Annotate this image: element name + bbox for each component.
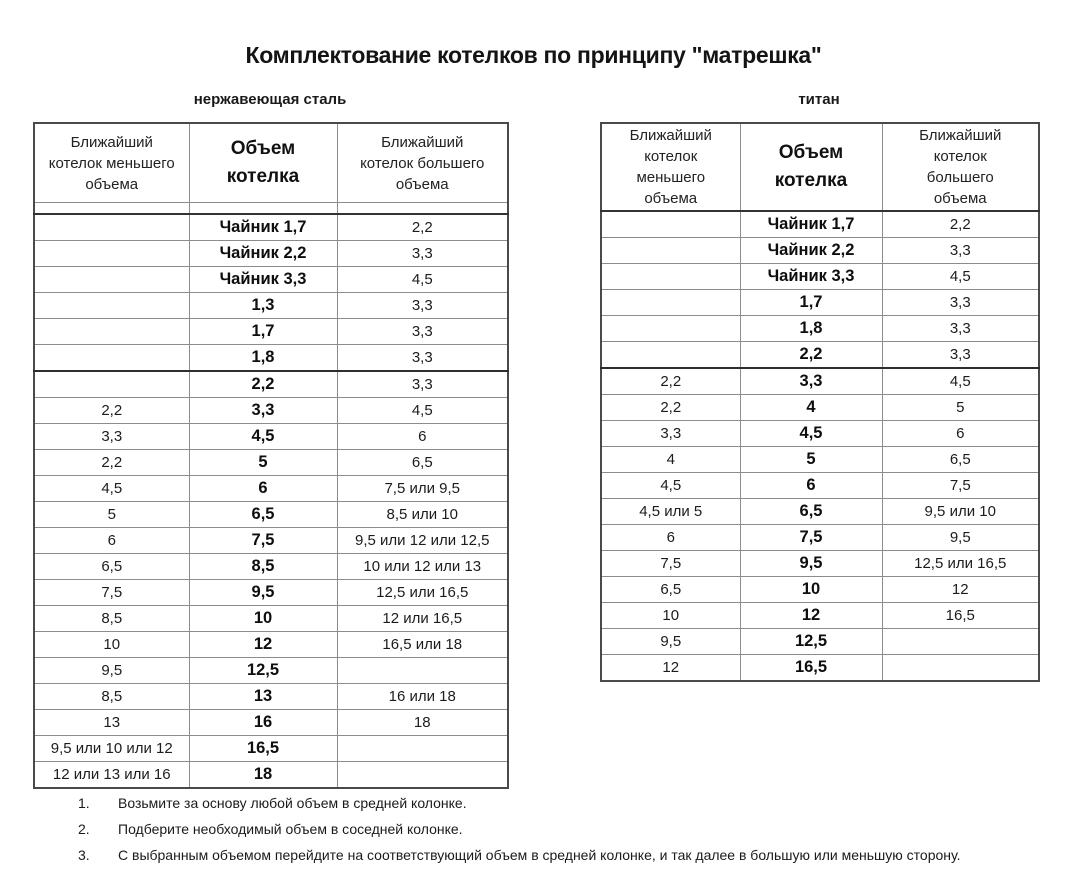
smaller-volume-cell <box>601 290 740 316</box>
stainless-steel-caption: нержавеющая сталь <box>193 91 347 108</box>
pot-volume-cell: 6 <box>740 473 882 499</box>
table-row <box>601 368 1039 395</box>
larger-volume-cell: 3,3 <box>337 319 508 345</box>
pot-volume-cell: 10 <box>189 606 337 632</box>
smaller-volume-cell: 8,5 <box>34 606 189 632</box>
smaller-volume-cell: 3,3 <box>601 421 740 447</box>
table-row <box>601 395 1039 421</box>
larger-volume-cell: 3,3 <box>882 238 1039 264</box>
header-smaller-volume: Ближайший котелок меньшего объема <box>601 123 740 211</box>
pot-volume-cell: Чайник 1,7 <box>189 214 337 241</box>
pot-volume-cell: 1,8 <box>740 316 882 342</box>
header-row <box>601 123 1039 211</box>
smaller-volume-cell <box>34 214 189 241</box>
table-row <box>34 241 508 267</box>
larger-volume-cell <box>337 736 508 762</box>
header-spacer-row <box>34 203 508 215</box>
instructions-list <box>78 796 1053 874</box>
pot-volume-cell: 7,5 <box>189 528 337 554</box>
larger-volume-cell: 2,2 <box>882 211 1039 238</box>
smaller-volume-cell: 3,3 <box>34 424 189 450</box>
larger-volume-cell: 3,3 <box>882 290 1039 316</box>
larger-volume-cell: 3,3 <box>337 241 508 267</box>
instruction-number: 2. <box>78 821 90 837</box>
smaller-volume-cell: 7,5 <box>601 551 740 577</box>
pot-volume-cell: 16,5 <box>189 736 337 762</box>
pot-volume-cell: 1,7 <box>740 290 882 316</box>
pot-volume-cell: 8,5 <box>189 554 337 580</box>
pot-volume-cell: 1,8 <box>189 345 337 372</box>
larger-volume-cell: 3,3 <box>337 371 508 398</box>
pot-volume-cell: 1,3 <box>189 293 337 319</box>
larger-volume-cell: 6 <box>337 424 508 450</box>
smaller-volume-cell: 9,5 <box>34 658 189 684</box>
table-row <box>34 710 508 736</box>
smaller-volume-cell <box>34 371 189 398</box>
smaller-volume-cell: 9,5 или 10 или 12 <box>34 736 189 762</box>
table-row <box>34 476 508 502</box>
pot-volume-cell: 4,5 <box>740 421 882 447</box>
table-row <box>34 450 508 476</box>
smaller-volume-cell: 5 <box>34 502 189 528</box>
larger-volume-cell: 12 или 16,5 <box>337 606 508 632</box>
table-row <box>34 502 508 528</box>
smaller-volume-cell: 13 <box>34 710 189 736</box>
instruction-text: Подберите необходимый объем в соседней колонке. <box>118 821 463 837</box>
table-row <box>601 499 1039 525</box>
pot-volume-cell: 6,5 <box>189 502 337 528</box>
smaller-volume-cell: 2,2 <box>601 368 740 395</box>
instruction-item <box>78 822 1053 837</box>
larger-volume-cell: 7,5 или 9,5 <box>337 476 508 502</box>
instruction-number: 3. <box>78 847 90 863</box>
pot-volume-cell: 6,5 <box>740 499 882 525</box>
pot-volume-cell: 12,5 <box>189 658 337 684</box>
pot-volume-cell: 4 <box>740 395 882 421</box>
pot-volume-cell: 1,7 <box>189 319 337 345</box>
smaller-volume-cell: 6,5 <box>34 554 189 580</box>
smaller-volume-cell <box>34 319 189 345</box>
instruction-text: С выбранным объемом перейдите на соответствующий объем в средней колонке, и так далее в большую или меньшую сторону. <box>118 847 961 863</box>
table-row <box>601 629 1039 655</box>
larger-volume-cell: 12,5 или 16,5 <box>337 580 508 606</box>
pot-volume-cell: 9,5 <box>740 551 882 577</box>
pot-volume-cell: 10 <box>740 577 882 603</box>
pot-volume-cell: 12,5 <box>740 629 882 655</box>
instruction-item <box>78 796 1053 811</box>
larger-volume-cell: 7,5 <box>882 473 1039 499</box>
table-row <box>34 762 508 789</box>
table-row <box>601 603 1039 629</box>
pot-volume-cell: Чайник 2,2 <box>189 241 337 267</box>
larger-volume-cell: 9,5 или 12 или 12,5 <box>337 528 508 554</box>
table-row <box>34 267 508 293</box>
smaller-volume-cell: 6,5 <box>601 577 740 603</box>
table-row <box>34 658 508 684</box>
table-row <box>601 342 1039 369</box>
larger-volume-cell: 6,5 <box>882 447 1039 473</box>
smaller-volume-cell: 4 <box>601 447 740 473</box>
table-row <box>601 473 1039 499</box>
pot-volume-cell: 4,5 <box>189 424 337 450</box>
pot-volume-cell: 9,5 <box>189 580 337 606</box>
larger-volume-cell <box>882 655 1039 682</box>
smaller-volume-cell: 9,5 <box>601 629 740 655</box>
titanium-table <box>600 122 1040 682</box>
smaller-volume-cell: 4,5 или 5 <box>601 499 740 525</box>
table-row <box>601 421 1039 447</box>
table-row <box>601 655 1039 682</box>
pot-volume-cell: Чайник 3,3 <box>740 264 882 290</box>
table-row <box>601 264 1039 290</box>
larger-volume-cell: 12,5 или 16,5 <box>882 551 1039 577</box>
table-row <box>34 345 508 372</box>
header-larger-volume: Ближайший котелок большего объема <box>882 123 1039 211</box>
smaller-volume-cell <box>34 267 189 293</box>
smaller-volume-cell: 12 или 13 или 16 <box>34 762 189 789</box>
larger-volume-cell: 9,5 <box>882 525 1039 551</box>
smaller-volume-cell <box>601 342 740 369</box>
larger-volume-cell: 16,5 или 18 <box>337 632 508 658</box>
table-row <box>34 398 508 424</box>
pot-volume-cell: Чайник 1,7 <box>740 211 882 238</box>
pot-volume-cell: 2,2 <box>189 371 337 398</box>
larger-volume-cell <box>882 629 1039 655</box>
smaller-volume-cell: 6 <box>34 528 189 554</box>
larger-volume-cell: 4,5 <box>337 398 508 424</box>
table-row <box>601 238 1039 264</box>
larger-volume-cell: 9,5 или 10 <box>882 499 1039 525</box>
pot-volume-cell: Чайник 3,3 <box>189 267 337 293</box>
larger-volume-cell: 3,3 <box>337 345 508 372</box>
smaller-volume-cell <box>601 211 740 238</box>
instruction-text: Возьмите за основу любой объем в средней колонке. <box>118 795 467 811</box>
table-row <box>34 528 508 554</box>
pot-volume-cell: 16 <box>189 710 337 736</box>
table-row <box>34 554 508 580</box>
larger-volume-cell: 4,5 <box>882 368 1039 395</box>
pot-volume-cell: 13 <box>189 684 337 710</box>
table-row <box>34 319 508 345</box>
smaller-volume-cell <box>34 293 189 319</box>
larger-volume-cell <box>337 762 508 789</box>
table-row <box>34 214 508 241</box>
table-row <box>601 211 1039 238</box>
larger-volume-cell: 3,3 <box>337 293 508 319</box>
table-row <box>601 577 1039 603</box>
header-pot-volume: Объем котелка <box>740 123 882 211</box>
smaller-volume-cell: 10 <box>34 632 189 658</box>
smaller-volume-cell: 4,5 <box>601 473 740 499</box>
table-row <box>34 736 508 762</box>
stainless-steel-table <box>33 122 509 789</box>
larger-volume-cell <box>337 658 508 684</box>
smaller-volume-cell: 2,2 <box>601 395 740 421</box>
table-row <box>601 551 1039 577</box>
table-row <box>601 290 1039 316</box>
pot-volume-cell: 18 <box>189 762 337 789</box>
instruction-item <box>78 848 1053 863</box>
smaller-volume-cell: 8,5 <box>34 684 189 710</box>
smaller-volume-cell: 10 <box>601 603 740 629</box>
pot-volume-cell: 3,3 <box>740 368 882 395</box>
table-row <box>601 525 1039 551</box>
larger-volume-cell: 4,5 <box>337 267 508 293</box>
table-row <box>34 424 508 450</box>
pot-volume-cell: Чайник 2,2 <box>740 238 882 264</box>
pot-volume-cell: 6 <box>189 476 337 502</box>
larger-volume-cell: 3,3 <box>882 316 1039 342</box>
larger-volume-cell: 16,5 <box>882 603 1039 629</box>
larger-volume-cell: 18 <box>337 710 508 736</box>
larger-volume-cell: 8,5 или 10 <box>337 502 508 528</box>
pot-volume-cell: 3,3 <box>189 398 337 424</box>
table-row <box>34 371 508 398</box>
smaller-volume-cell: 2,2 <box>34 450 189 476</box>
table-row <box>34 684 508 710</box>
larger-volume-cell: 12 <box>882 577 1039 603</box>
table-row <box>601 316 1039 342</box>
larger-volume-cell: 10 или 12 или 13 <box>337 554 508 580</box>
pot-volume-cell: 12 <box>189 632 337 658</box>
table-row <box>34 606 508 632</box>
pot-volume-cell: 12 <box>740 603 882 629</box>
larger-volume-cell: 3,3 <box>882 342 1039 369</box>
smaller-volume-cell: 2,2 <box>34 398 189 424</box>
pot-volume-cell: 7,5 <box>740 525 882 551</box>
header-larger-volume: Ближайший котелок большего объема <box>337 123 508 203</box>
header-pot-volume: Объем котелка <box>189 123 337 203</box>
smaller-volume-cell: 4,5 <box>34 476 189 502</box>
smaller-volume-cell: 7,5 <box>34 580 189 606</box>
pot-volume-cell: 16,5 <box>740 655 882 682</box>
smaller-volume-cell <box>601 316 740 342</box>
smaller-volume-cell <box>34 241 189 267</box>
table-row <box>34 632 508 658</box>
larger-volume-cell: 5 <box>882 395 1039 421</box>
larger-volume-cell: 2,2 <box>337 214 508 241</box>
smaller-volume-cell <box>34 345 189 372</box>
smaller-volume-cell: 12 <box>601 655 740 682</box>
pot-volume-cell: 5 <box>740 447 882 473</box>
pot-volume-cell: 5 <box>189 450 337 476</box>
larger-volume-cell: 16 или 18 <box>337 684 508 710</box>
page-title: Комплектование котелков по принципу "матрешка" <box>245 42 822 68</box>
smaller-volume-cell <box>601 264 740 290</box>
pot-volume-cell: 2,2 <box>740 342 882 369</box>
smaller-volume-cell: 6 <box>601 525 740 551</box>
smaller-volume-cell <box>601 238 740 264</box>
larger-volume-cell: 6,5 <box>337 450 508 476</box>
table-row <box>601 447 1039 473</box>
instruction-number: 1. <box>78 795 90 811</box>
table-row <box>34 293 508 319</box>
titanium-caption: титан <box>798 91 840 108</box>
header-smaller-volume: Ближайший котелок меньшего объема <box>34 123 189 203</box>
table-row <box>34 580 508 606</box>
larger-volume-cell: 4,5 <box>882 264 1039 290</box>
larger-volume-cell: 6 <box>882 421 1039 447</box>
header-row <box>34 123 508 203</box>
